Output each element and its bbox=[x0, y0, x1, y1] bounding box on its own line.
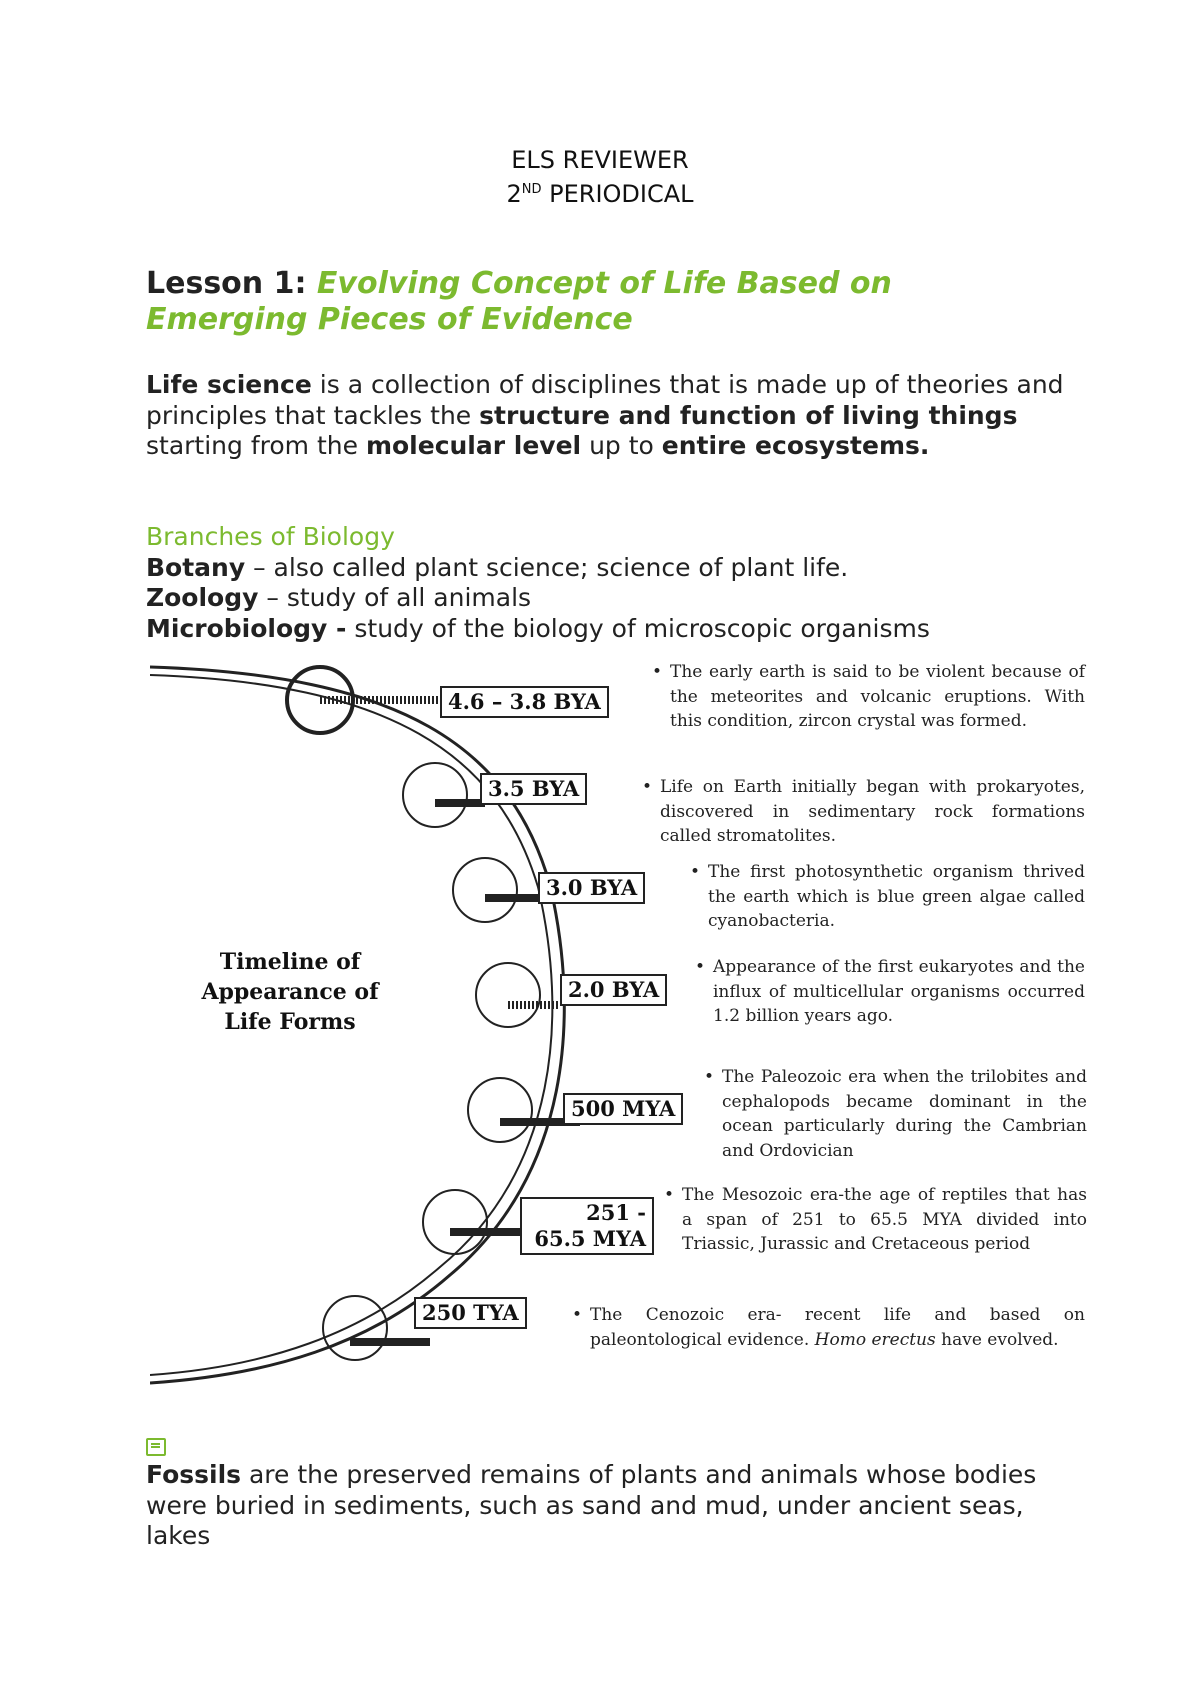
timeline-label-7: 250 TYA bbox=[414, 1297, 527, 1329]
timeline-label-3: 3.0 BYA bbox=[538, 872, 645, 904]
marker-circle-3 bbox=[453, 858, 517, 922]
marker-circle-5 bbox=[468, 1078, 532, 1142]
document-title: ELS REVIEWER bbox=[511, 146, 689, 174]
branch-botany: Botany – also called plant science; science of plant life. bbox=[146, 552, 849, 582]
timeline-label-6: 251 - 65.5 MYA bbox=[520, 1197, 654, 1255]
branches-heading: Branches of Biology bbox=[146, 522, 395, 551]
timeline-title: Timeline of Appearance of Life Forms bbox=[201, 949, 379, 1035]
timeline-desc-4: • Appearance of the first eukaryotes and the influx of multicellular organisms occurred 1.2 billion years ago. bbox=[713, 955, 1085, 1029]
marker-circle-4 bbox=[476, 963, 540, 1027]
lesson-label: Lesson 1: bbox=[146, 266, 317, 301]
branch-microbiology: Microbiology - study of the biology of microscopic organisms bbox=[146, 613, 930, 643]
branch-zoology: Zoology – study of all animals bbox=[146, 583, 532, 612]
document-subtitle: 2ND PERIODICAL bbox=[506, 180, 694, 208]
timeline-diagram bbox=[150, 655, 1100, 1390]
marker-circle-2 bbox=[403, 763, 467, 827]
timeline-label-1: 4.6 – 3.8 BYA bbox=[440, 686, 609, 718]
fossils-paragraph: Fossils are the preserved remains of plants and animals whose bodies were buried in sediments, such as sand and mud, under ancient seas, lakes bbox=[146, 1460, 1037, 1550]
timeline-label-2: 3.5 BYA bbox=[480, 773, 587, 805]
timeline-desc-6: • The Mesozoic era-the age of reptiles that has a span of 251 to 65.5 MYA divided into Triassic, Jurassic and Cretaceous period bbox=[682, 1183, 1087, 1257]
lesson-title: Evolving Concept of Life Based on bbox=[316, 266, 892, 301]
timeline-desc-2: • Life on Earth initially began with prokaryotes, discovered in sedimentary rock formations called stromatolites. bbox=[660, 775, 1085, 849]
note-icon bbox=[146, 1438, 166, 1456]
timeline-desc-3: • The first photosynthetic organism thrived the earth which is blue green algae called cyanobacteria. bbox=[708, 860, 1085, 934]
timeline-label-4: 2.0 BYA bbox=[560, 974, 667, 1006]
life-science-paragraph: Life science is a collection of disciplines that is made up of theories and principles that tackles the structure and function of living things starting from the molecular level up to entire ecosystems. bbox=[146, 370, 1064, 460]
document-header bbox=[0, 146, 1200, 209]
timeline-desc-1: • The early earth is said to be violent because of the meteorites and volcanic eruptions. With this condition, zircon crystal was formed. bbox=[670, 660, 1085, 734]
marker-circle-6 bbox=[423, 1190, 487, 1254]
lesson-heading bbox=[146, 266, 1106, 338]
timeline-desc-5: • The Paleozoic era when the trilobites and cephalopods became dominant in the ocean particularly during the Cambrian and Ordovician bbox=[722, 1065, 1087, 1163]
branches-section bbox=[146, 522, 1106, 644]
lesson-title-line2: Emerging Pieces of Evidence bbox=[146, 302, 633, 337]
timeline-desc-7: • The Cenozoic era- recent life and based on paleontological evidence. Homo erectus have evolved. bbox=[590, 1303, 1085, 1352]
timeline-label-5: 500 MYA bbox=[563, 1093, 683, 1125]
marker-circle-7 bbox=[323, 1296, 387, 1360]
